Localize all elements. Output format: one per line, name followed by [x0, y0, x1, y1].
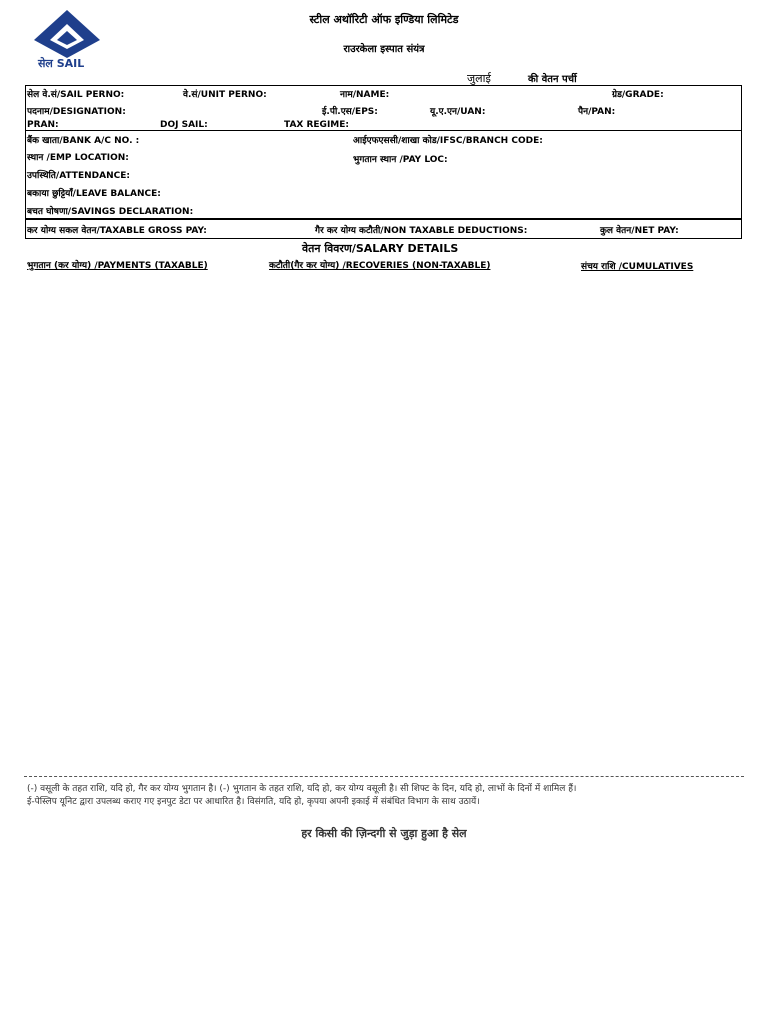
footer-note-1: (-) वसूली के तहत राशि, यदि हो, गैर कर योग्य भुगतान है। (-) भुगतान के तहत राशि, यदि हो, कर योग्य वसूली है। सी शिफ्ट के दिन, यदि हो, लाभों के दिनों में शामिल हैं। [27, 784, 577, 794]
pran-label: PRAN: [27, 120, 59, 130]
emp-location-label: स्थान /EMP LOCATION: [27, 153, 129, 163]
slip-title: की वेतन पर्ची [528, 74, 577, 85]
taxable-gross-label: कर योग्य सकल वेतन/TAXABLE GROSS PAY: [27, 226, 207, 236]
footer-tagline: हर किसी की ज़िन्दगी से जुड़ा हुआ है सेल [301, 827, 467, 840]
grade-label: ग्रेड/GRADE: [612, 90, 664, 100]
uan-label: यू.ए.एन/UAN: [430, 107, 486, 117]
recoveries-header: कटौती(गैर कर योग्य) /RECOVERIES (NON-TAXABLE) [269, 261, 491, 271]
ifsc-label: आईएफएससी/शाखा कोड/IFSC/BRANCH CODE: [353, 136, 543, 146]
sail-perno-label: सेल वे.सं/SAIL PERNO: [27, 90, 125, 100]
plant-name: राउरकेला इस्पात संयंत्र [343, 44, 425, 55]
brand-name: सेल SAIL [38, 57, 85, 70]
net-pay-label: कुल वेतन/NET PAY: [600, 226, 679, 236]
org-name: स्टील अथॉरिटी ऑफ इण्डिया लिमिटेड [309, 13, 459, 26]
payments-header: भुगतान (कर योग्य) /PAYMENTS (TAXABLE) [27, 261, 208, 271]
leave-balance-label: बकाया छुट्टियाँ/LEAVE BALANCE: [27, 189, 161, 199]
divider [25, 130, 742, 131]
pan-label: पैन/PAN: [578, 107, 616, 117]
doj-label: DOJ SAIL: [160, 120, 208, 130]
unit-perno-label: वे.सं/UNIT PERNO: [183, 90, 267, 100]
savings-declaration-label: बचत घोषणा/SAVINGS DECLARATION: [27, 207, 194, 217]
footer-divider [24, 776, 744, 777]
attendance-label: उपस्थिति/ATTENDANCE: [27, 171, 130, 181]
slip-month: जुलाई [467, 72, 491, 85]
footer-note-2: ई-पेस्लिप यूनिट द्वारा उपलब्ध कराए गए इनपुट डेटा पर आधारित है। विसंगति, यदि हो, कृपया अपनी इकाई में संबंधित विभाग के साथ उठायें। [27, 797, 480, 807]
pay-loc-label: भुगतान स्थान /PAY LOC: [353, 155, 448, 165]
tax-regime-label: TAX REGIME: [284, 120, 349, 130]
cumulatives-header: संचय राशि /CUMULATIVES [581, 262, 694, 272]
non-taxable-deductions-label: गैर कर योग्य कटौती/NON TAXABLE DEDUCTIONS: [315, 226, 528, 236]
bank-label: बैंक खाता/BANK A/C NO. : [27, 136, 140, 146]
designation-label: पदनाम/DESIGNATION: [27, 107, 126, 117]
salary-details-title: वेतन विवरण/SALARY DETAILS [302, 242, 459, 255]
name-label: नाम/NAME: [340, 90, 390, 100]
eps-label: ई.पी.एस/EPS: [322, 107, 378, 117]
